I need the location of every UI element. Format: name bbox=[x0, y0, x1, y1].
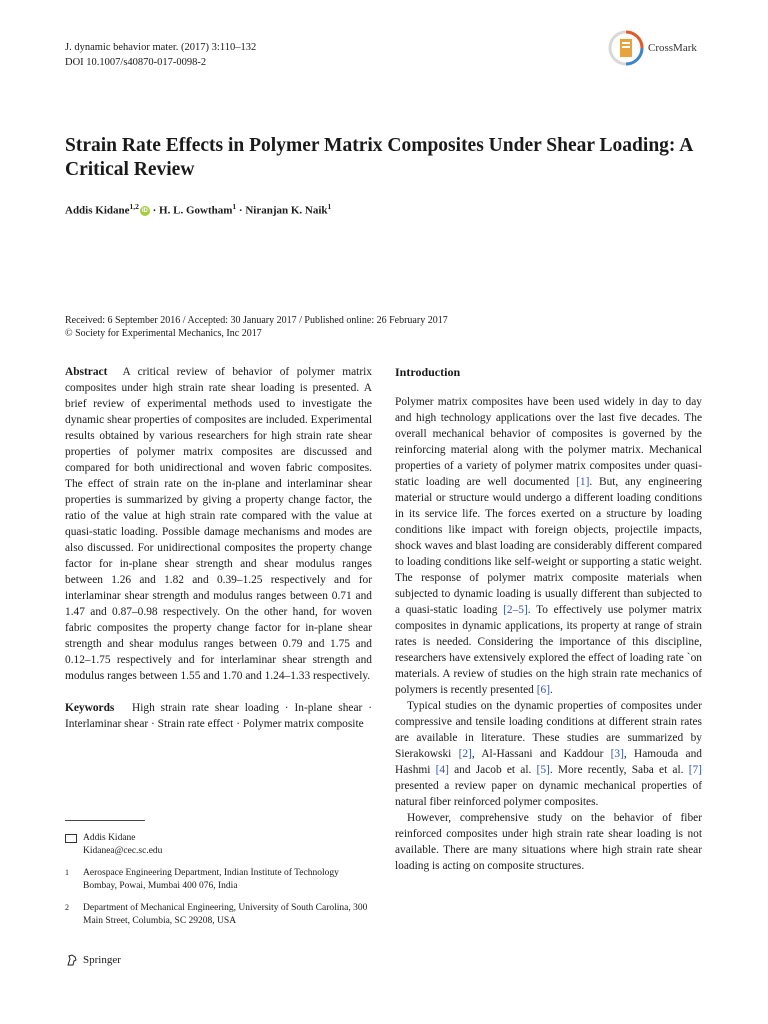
citation-link[interactable]: [2] bbox=[458, 748, 472, 760]
orcid-icon[interactable]: iD bbox=[141, 208, 148, 215]
author-affiliation-mark: 1,2 bbox=[129, 202, 139, 211]
abstract-text: A critical review of behavior of polymer matrix composites under high strain rate shear loading is presented. A brief review of experimental methods used to investigate the dynamic shear properties of composites are included. Experimental results obtained by various researchers for high strain rate shear properties of polymer matrix composites are discussed and compared for both unidirectional and woven fabric composites. The effect of strain rate on the in-plane and interlaminar shear properties is summarized by giving a property change factor, the ratio of the value at high strain rate compared with the value at quasi-static loading. Possible damage mechanisms and modes are also discussed. For unidirectional composites the property change factor for in-plane shear strength and shear modulus ranges between 1.26 and 1.82 and 0.39–1.25 respectively and for interlaminar shear strength and modulus ranges between 0.71 and 1.47 and 0.87–0.98 respectively. On the other hand, for woven fabric composites the property change factor for in-plane shear strength and shear modulus ranges between 0.79 and 1.75 and 0.12–1.75 respectively and for interlaminar shear strength and modulus ranges between 1.55 and 1.70 and 1.24–1.33 respectively. bbox=[65, 366, 372, 682]
affiliation-mark: 1 bbox=[65, 868, 69, 877]
copyright-line: © Society for Experimental Mechanics, Inc 2017 bbox=[65, 328, 262, 339]
intro-text: . But, any engineering material or structure would undergo a different loading conditions in its service life. The forces exerted on a structure by loading conditions like impact with foreign objects, projectile impacts, shock waves and blast loading are considerably different compared to loading conditions like self-weight or supporting a static weight. The response of polymer matrix composite materials when subjected to dynamic loading is usually different than subjected to a quasi-static loading bbox=[395, 476, 702, 616]
citation-link[interactable]: [2–5] bbox=[503, 604, 528, 616]
article-title: Strain Rate Effects in Polymer Matrix Composites Under Shear Loading: A Critical Review bbox=[65, 135, 693, 180]
intro-text: . More recently, Saba et al. bbox=[549, 764, 689, 776]
springer-horse-icon bbox=[65, 953, 79, 967]
intro-text: , Al-Hassani and Kaddour bbox=[471, 748, 611, 760]
intro-text: . To effectively use polymer matrix composites in dynamic applications, its property at range of strain rates is needed. Considering the importance of this discipline, researchers have extensively explored the effect of loading rate `on materials. A review of studies on the high strain rate mechanics of polymers is recently presented bbox=[395, 604, 703, 696]
affiliation-item bbox=[65, 867, 372, 892]
abstract bbox=[65, 364, 372, 684]
affiliation-mark: 2 bbox=[65, 903, 69, 912]
intro-text: . bbox=[550, 684, 553, 696]
journal-header bbox=[65, 40, 256, 70]
citation-link[interactable]: [6] bbox=[536, 684, 551, 696]
author-affiliation-mark: 1 bbox=[327, 202, 332, 211]
intro-paragraph bbox=[395, 394, 702, 698]
citation-link[interactable]: [4] bbox=[435, 764, 449, 776]
keywords-text: High strain rate shear loading · In-plane shear · Interlaminar shear · Strain rate effect · Polymer matrix composite bbox=[65, 702, 372, 730]
left-column bbox=[65, 364, 372, 732]
citation-link[interactable]: [5] bbox=[536, 764, 550, 776]
contact-name: Addis Kidane bbox=[83, 833, 136, 843]
right-column bbox=[395, 364, 702, 874]
citation-link[interactable]: [3] bbox=[610, 748, 624, 760]
publication-dates bbox=[65, 314, 448, 340]
footnotes bbox=[65, 832, 372, 937]
citation-link[interactable]: [7] bbox=[688, 764, 702, 776]
intro-text: , Hamouda and Hashmi bbox=[395, 748, 702, 776]
intro-text: Typical studies on the dynamic properties of composites under compressive and tensile loading conditions at different strain rates are available in literature. These studies are summarized by Sierakowski bbox=[395, 700, 702, 760]
intro-text: presented a review paper on dynamic mechanical properties of natural fiber reinforced polymer composites. bbox=[395, 780, 702, 808]
affiliation-text: Department of Mechanical Engineering, University of South Carolina, 300 Main Street, Columbia, SC 29208, USA bbox=[83, 903, 368, 926]
keywords bbox=[65, 700, 372, 732]
journal-citation: J. dynamic behavior mater. (2017) 3:110–132 bbox=[65, 42, 257, 53]
intro-text: Polymer matrix composites have been used widely in day to day and high technology applications over the last five decades. The overall mechanical behavior of composites is governed by the reinforcing material along with the polymer matrix. Mechanical properties of a variety of polymer matrix composites under quasi-static loading are well documented bbox=[395, 396, 702, 488]
author-separator: · bbox=[236, 204, 246, 217]
affiliation-item bbox=[65, 902, 372, 927]
author-name[interactable]: Addis Kidane bbox=[65, 204, 130, 217]
publisher-footer bbox=[65, 953, 121, 967]
author-name[interactable]: H. L. Gowtham bbox=[159, 204, 233, 217]
crossmark-badge[interactable] bbox=[608, 30, 697, 66]
intro-paragraph bbox=[395, 698, 702, 810]
doi[interactable]: DOI 10.1007/s40870-017-0098-2 bbox=[65, 57, 207, 68]
author-list bbox=[65, 202, 331, 217]
citation-link[interactable]: [1] bbox=[576, 476, 590, 488]
author-separator: · bbox=[149, 204, 160, 217]
intro-text: and Jacob et al. bbox=[448, 764, 537, 776]
contact-email[interactable]: Kidanea@cec.sc.edu bbox=[83, 845, 163, 856]
corresponding-author bbox=[65, 832, 372, 857]
author-affiliation-mark: 1 bbox=[232, 202, 237, 211]
publisher-name: Springer bbox=[83, 954, 121, 966]
crossmark-icon bbox=[608, 30, 644, 66]
footnote-divider bbox=[65, 820, 145, 821]
affiliation-text: Aerospace Engineering Department, Indian Institute of Technology Bombay, Powai, Mumbai 400 076, India bbox=[83, 868, 339, 891]
keywords-heading: Keywords bbox=[65, 702, 115, 714]
crossmark-label: CrossMark bbox=[648, 42, 697, 54]
intro-paragraph: However, comprehensive study on the behavior of fiber reinforced composites under high strain rate shear loading is not available. There are many situations where high strain rate shear loading is acting on composite structures. bbox=[395, 812, 702, 872]
abstract-heading: Abstract bbox=[65, 366, 108, 378]
introduction-heading: Introduction bbox=[395, 365, 461, 379]
envelope-icon bbox=[65, 834, 77, 843]
author-name[interactable]: Niranjan K. Naik bbox=[245, 204, 328, 217]
history-line: Received: 6 September 2016 / Accepted: 30 January 2017 / Published online: 26 February 2017 bbox=[65, 315, 448, 326]
